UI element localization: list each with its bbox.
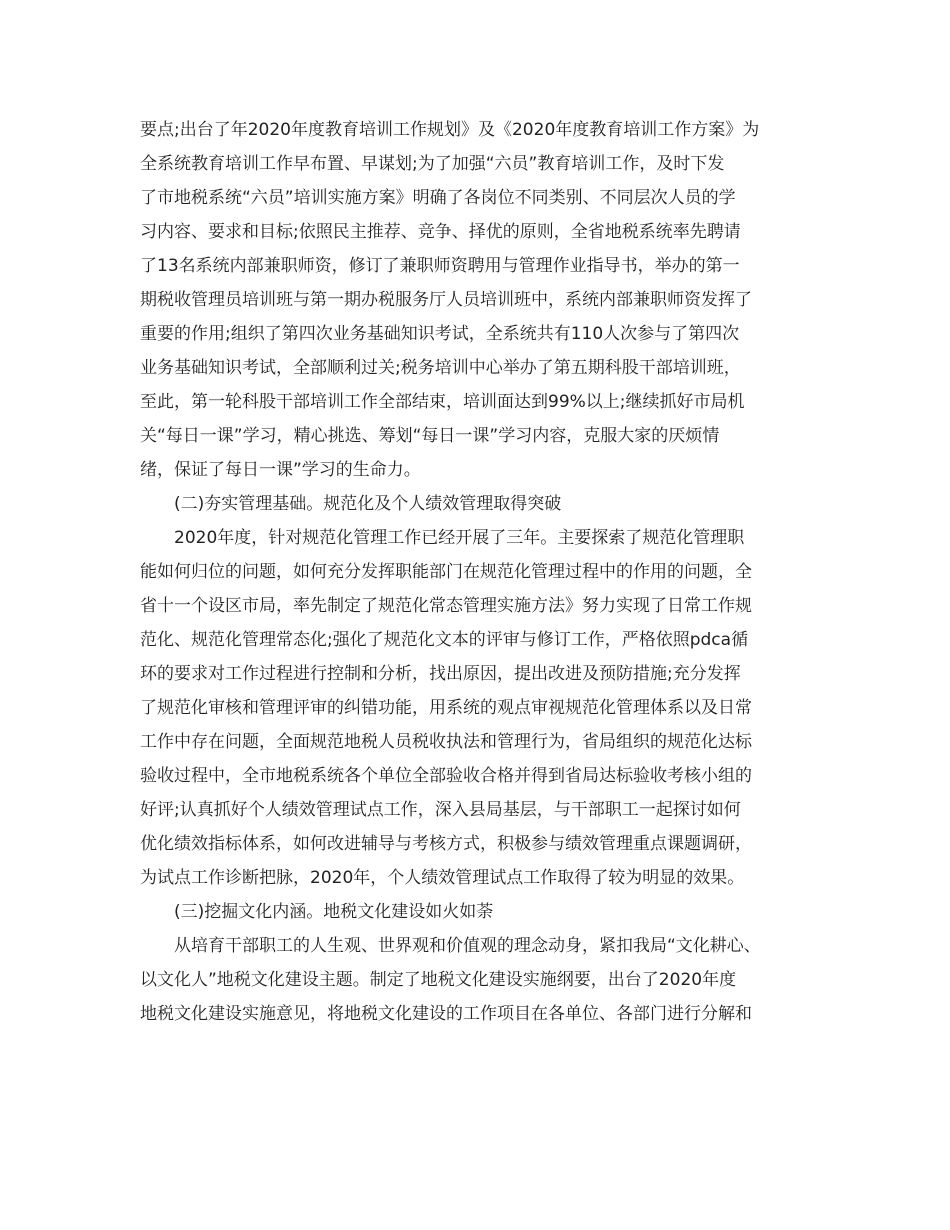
section-heading: (三)挖掘文化内涵。地税文化建设如火如荼 xyxy=(140,902,494,922)
document-body xyxy=(140,113,820,1031)
text-line: 期税收管理员培训班与第一期办税服务厅人员培训班中，系统内部兼职师资发挥了 xyxy=(140,290,752,310)
text-line: 关“每日一课”学习，精心挑选、筹划“每日一课”学习内容，克服大家的厌烦情 xyxy=(140,426,720,446)
text-line: 以文化人”地税文化建设主题。制定了地税文化建设实施纲要，出台了2020年度 xyxy=(140,970,737,990)
text-line: 地税文化建设实施意见，将地税文化建设的工作项目在各单位、各部门进行分解和 xyxy=(140,1004,752,1024)
text-line: 要点;出台了年2020年度教育培训工作规划》及《2020年度教育培训工作方案》为 xyxy=(140,120,760,140)
text-line: 业务基础知识考试，全部顺利过关;税务培训中心举办了第五期科股干部培训班， xyxy=(140,358,741,378)
text-line: 工作中存在问题，全面规范地税人员税收执法和管理行为，省局组织的规范化达标 xyxy=(140,732,752,752)
text-line: 为试点工作诊断把脉，2020年，个人绩效管理试点工作取得了较为明显的效果。 xyxy=(140,868,745,888)
text-line: 全系统教育培训工作早布置、早谋划;为了加强“六员”教育培训工作，及时下发 xyxy=(140,154,725,174)
text-line: 2020年度，针对规范化管理工作已经开展了三年。主要探索了规范化管理职 xyxy=(140,528,745,548)
text-line: 至此，第一轮科股干部培训工作全部结束，培训面达到99%以上;继续抓好市局机 xyxy=(140,392,745,412)
text-line: 优化绩效指标体系，如何改进辅导与考核方式，积极参与绩效管理重点课题调研， xyxy=(140,834,752,854)
text-line: 绪，保证了每日一课”学习的生命力。 xyxy=(140,460,421,480)
text-line: 验收过程中，全市地税系统各个单位全部验收合格并得到省局达标验收考核小组的 xyxy=(140,766,752,786)
text-line: 从培育干部职工的人生观、世界观和价值观的理念动身，紧扣我局“文化耕心、 xyxy=(140,936,761,956)
text-line: 习内容、要求和目标;依照民主推荐、竞争、择优的原则，全省地税系统率先聘请 xyxy=(140,222,741,242)
text-line: 环的要求对工作过程进行控制和分析，找出原因，提出改进及预防措施;充分发挥 xyxy=(140,664,741,684)
text-line: 了规范化审核和管理评审的纠错功能，用系统的观点审视规范化管理体系以及日常 xyxy=(140,698,752,718)
text-line: 好评;认真抓好个人绩效管理试点工作，深入县局基层，与干部职工一起探讨如何 xyxy=(140,800,741,820)
text-line: 了市地税系统“六员”培训实施方案》明确了各岗位不同类别、不同层次人员的学 xyxy=(140,188,736,208)
section-heading: (二)夯实管理基础。规范化及个人绩效管理取得突破 xyxy=(140,494,562,514)
text-line: 省十一个设区市局，率先制定了规范化常态管理实施方法》努力实现了日常工作规 xyxy=(140,596,752,616)
text-line: 了13名系统内部兼职师资，修订了兼职师资聘用与管理作业指导书，举办的第一 xyxy=(140,256,740,276)
text-line: 能如何归位的问题，如何充分发挥职能部门在规范化管理过程中的作用的问题，全 xyxy=(140,562,752,582)
text-line: 重要的作用;组织了第四次业务基础知识考试，全系统共有110人次参与了第四次 xyxy=(140,324,740,344)
text-line: 范化、规范化管理常态化;强化了规范化文本的评审与修订工作，严格依照pdca循 xyxy=(140,630,749,650)
